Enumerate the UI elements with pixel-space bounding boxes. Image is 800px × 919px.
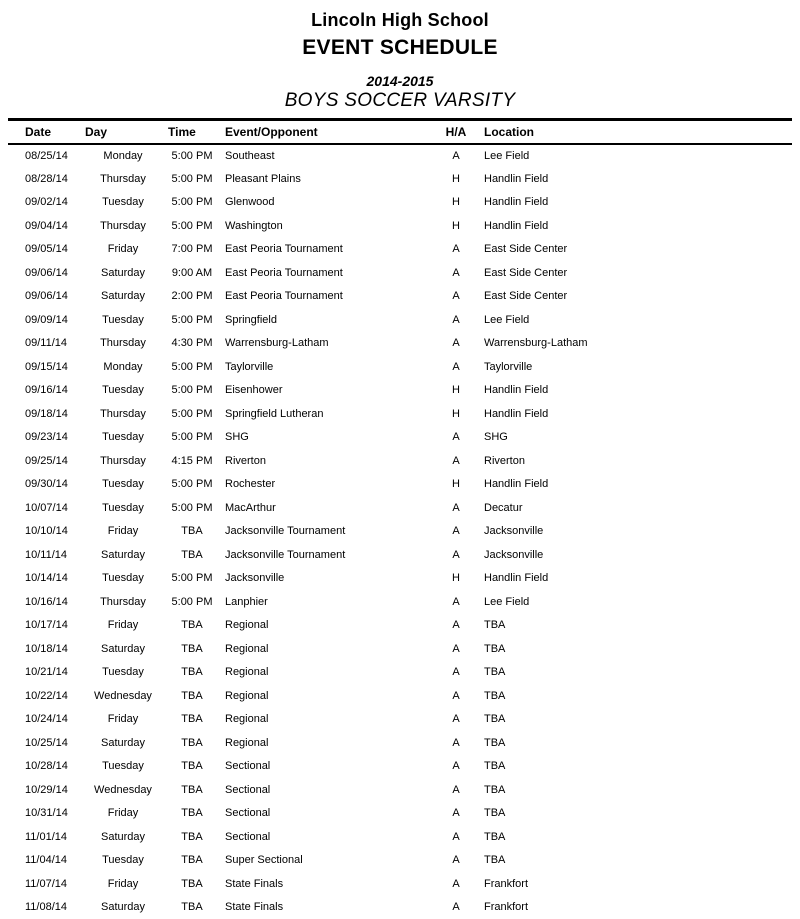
cell-event: Rochester <box>221 473 441 497</box>
cell-date: 10/07/14 <box>8 496 83 520</box>
cell-day: Saturday <box>83 896 163 919</box>
table-row <box>8 238 792 262</box>
cell-date: 10/29/14 <box>8 778 83 802</box>
cell-event: Sectional <box>221 778 441 802</box>
cell-event: State Finals <box>221 872 441 896</box>
cell-ha: A <box>441 285 471 309</box>
cell-event: Eisenhower <box>221 379 441 403</box>
cell-location: Handlin Field <box>471 191 792 215</box>
cell-date: 09/05/14 <box>8 238 83 262</box>
cell-day: Tuesday <box>83 191 163 215</box>
cell-ha: A <box>441 896 471 919</box>
cell-location: Handlin Field <box>471 567 792 591</box>
cell-ha: A <box>441 661 471 685</box>
cell-location: East Side Center <box>471 261 792 285</box>
cell-day: Tuesday <box>83 661 163 685</box>
cell-ha: H <box>441 167 471 191</box>
cell-event: Glenwood <box>221 191 441 215</box>
cell-ha: A <box>441 355 471 379</box>
cell-date: 09/15/14 <box>8 355 83 379</box>
page-title: EVENT SCHEDULE <box>0 36 800 60</box>
cell-event: Riverton <box>221 449 441 473</box>
cell-day: Friday <box>83 238 163 262</box>
cell-location: TBA <box>471 755 792 779</box>
cell-event: Regional <box>221 708 441 732</box>
cell-date: 09/18/14 <box>8 402 83 426</box>
table-row <box>8 261 792 285</box>
cell-day: Tuesday <box>83 755 163 779</box>
cell-day: Friday <box>83 520 163 544</box>
cell-day: Tuesday <box>83 426 163 450</box>
cell-location: Taylorville <box>471 355 792 379</box>
cell-time: 5:00 PM <box>163 308 221 332</box>
cell-event: East Peoria Tournament <box>221 261 441 285</box>
cell-day: Saturday <box>83 825 163 849</box>
cell-ha: H <box>441 567 471 591</box>
cell-event: Sectional <box>221 802 441 826</box>
cell-time: TBA <box>163 872 221 896</box>
cell-time: 5:00 PM <box>163 191 221 215</box>
cell-time: 5:00 PM <box>163 144 221 168</box>
cell-event: SHG <box>221 426 441 450</box>
cell-location: TBA <box>471 825 792 849</box>
cell-location: Handlin Field <box>471 379 792 403</box>
cell-event: Regional <box>221 684 441 708</box>
cell-date: 09/02/14 <box>8 191 83 215</box>
cell-location: Jacksonville <box>471 520 792 544</box>
team-name: BOYS SOCCER VARSITY <box>0 90 800 112</box>
cell-event: East Peoria Tournament <box>221 285 441 309</box>
cell-location: Lee Field <box>471 308 792 332</box>
cell-ha: A <box>441 520 471 544</box>
cell-time: TBA <box>163 731 221 755</box>
cell-ha: A <box>441 825 471 849</box>
cell-date: 10/22/14 <box>8 684 83 708</box>
cell-time: TBA <box>163 543 221 567</box>
cell-date: 09/11/14 <box>8 332 83 356</box>
cell-event: Warrensburg-Latham <box>221 332 441 356</box>
column-header-ha: H/A <box>441 120 471 144</box>
cell-day: Monday <box>83 355 163 379</box>
cell-day: Monday <box>83 144 163 168</box>
cell-date: 09/04/14 <box>8 214 83 238</box>
cell-date: 10/25/14 <box>8 731 83 755</box>
table-row <box>8 731 792 755</box>
cell-day: Saturday <box>83 637 163 661</box>
cell-day: Thursday <box>83 590 163 614</box>
cell-event: Sectional <box>221 825 441 849</box>
cell-ha: H <box>441 214 471 238</box>
cell-time: 4:15 PM <box>163 449 221 473</box>
table-row <box>8 802 792 826</box>
cell-event: State Finals <box>221 896 441 919</box>
table-row <box>8 167 792 191</box>
cell-date: 10/17/14 <box>8 614 83 638</box>
cell-event: Sectional <box>221 755 441 779</box>
cell-day: Tuesday <box>83 473 163 497</box>
table-row <box>8 543 792 567</box>
cell-day: Saturday <box>83 731 163 755</box>
cell-time: 2:00 PM <box>163 285 221 309</box>
cell-date: 09/30/14 <box>8 473 83 497</box>
cell-time: 4:30 PM <box>163 332 221 356</box>
cell-date: 10/21/14 <box>8 661 83 685</box>
cell-day: Friday <box>83 802 163 826</box>
cell-time: TBA <box>163 896 221 919</box>
cell-day: Thursday <box>83 449 163 473</box>
table-row <box>8 191 792 215</box>
cell-ha: A <box>441 708 471 732</box>
cell-date: 09/25/14 <box>8 449 83 473</box>
cell-day: Thursday <box>83 167 163 191</box>
cell-ha: H <box>441 402 471 426</box>
cell-time: TBA <box>163 637 221 661</box>
cell-ha: A <box>441 144 471 168</box>
column-header-time: Time <box>163 120 221 144</box>
column-header-date: Date <box>8 120 83 144</box>
table-row <box>8 379 792 403</box>
cell-date: 10/14/14 <box>8 567 83 591</box>
cell-date: 11/08/14 <box>8 896 83 919</box>
table-row <box>8 661 792 685</box>
cell-ha: A <box>441 872 471 896</box>
table-row <box>8 755 792 779</box>
cell-event: Pleasant Plains <box>221 167 441 191</box>
page-header <box>0 0 800 112</box>
cell-date: 09/23/14 <box>8 426 83 450</box>
cell-location: Warrensburg-Latham <box>471 332 792 356</box>
cell-day: Thursday <box>83 214 163 238</box>
cell-time: TBA <box>163 802 221 826</box>
cell-time: 5:00 PM <box>163 567 221 591</box>
cell-location: TBA <box>471 802 792 826</box>
cell-ha: A <box>441 684 471 708</box>
table-row <box>8 402 792 426</box>
table-row <box>8 449 792 473</box>
table-row <box>8 567 792 591</box>
table-row <box>8 496 792 520</box>
cell-ha: A <box>441 778 471 802</box>
cell-time: 5:00 PM <box>163 214 221 238</box>
cell-date: 09/09/14 <box>8 308 83 332</box>
cell-date: 09/06/14 <box>8 261 83 285</box>
cell-day: Tuesday <box>83 567 163 591</box>
table-row <box>8 332 792 356</box>
schedule-table <box>8 118 792 919</box>
cell-ha: A <box>441 308 471 332</box>
cell-event: Jacksonville Tournament <box>221 520 441 544</box>
cell-date: 10/18/14 <box>8 637 83 661</box>
cell-time: 5:00 PM <box>163 426 221 450</box>
cell-ha: A <box>441 238 471 262</box>
cell-date: 10/31/14 <box>8 802 83 826</box>
cell-time: 9:00 AM <box>163 261 221 285</box>
table-row <box>8 637 792 661</box>
cell-location: TBA <box>471 614 792 638</box>
table-row <box>8 825 792 849</box>
cell-ha: H <box>441 379 471 403</box>
table-row <box>8 285 792 309</box>
cell-ha: A <box>441 731 471 755</box>
cell-location: TBA <box>471 661 792 685</box>
cell-event: Regional <box>221 614 441 638</box>
cell-day: Saturday <box>83 285 163 309</box>
column-header-event: Event/Opponent <box>221 120 441 144</box>
cell-event: Regional <box>221 661 441 685</box>
cell-ha: A <box>441 426 471 450</box>
cell-event: Springfield Lutheran <box>221 402 441 426</box>
cell-day: Wednesday <box>83 684 163 708</box>
cell-event: MacArthur <box>221 496 441 520</box>
cell-day: Wednesday <box>83 778 163 802</box>
table-row <box>8 144 792 168</box>
cell-day: Thursday <box>83 332 163 356</box>
cell-date: 10/16/14 <box>8 590 83 614</box>
cell-location: Handlin Field <box>471 473 792 497</box>
table-row <box>8 872 792 896</box>
cell-time: 5:00 PM <box>163 167 221 191</box>
column-header-day: Day <box>83 120 163 144</box>
cell-ha: H <box>441 473 471 497</box>
table-row <box>8 473 792 497</box>
cell-date: 11/01/14 <box>8 825 83 849</box>
cell-location: Handlin Field <box>471 214 792 238</box>
cell-date: 10/28/14 <box>8 755 83 779</box>
cell-event: Regional <box>221 637 441 661</box>
cell-day: Tuesday <box>83 849 163 873</box>
cell-day: Friday <box>83 872 163 896</box>
cell-date: 10/24/14 <box>8 708 83 732</box>
cell-location: TBA <box>471 684 792 708</box>
cell-date: 11/07/14 <box>8 872 83 896</box>
cell-time: TBA <box>163 778 221 802</box>
table-row <box>8 778 792 802</box>
cell-date: 09/06/14 <box>8 285 83 309</box>
cell-location: Handlin Field <box>471 167 792 191</box>
table-row <box>8 520 792 544</box>
cell-ha: A <box>441 261 471 285</box>
cell-event: Lanphier <box>221 590 441 614</box>
school-name: Lincoln High School <box>0 10 800 31</box>
cell-location: Handlin Field <box>471 402 792 426</box>
cell-location: TBA <box>471 778 792 802</box>
table-row <box>8 896 792 919</box>
cell-location: Frankfort <box>471 896 792 919</box>
cell-event: East Peoria Tournament <box>221 238 441 262</box>
cell-location: East Side Center <box>471 238 792 262</box>
cell-time: TBA <box>163 520 221 544</box>
cell-day: Saturday <box>83 261 163 285</box>
table-row <box>8 708 792 732</box>
cell-ha: A <box>441 449 471 473</box>
cell-day: Friday <box>83 708 163 732</box>
cell-location: TBA <box>471 637 792 661</box>
cell-location: Lee Field <box>471 590 792 614</box>
table-row <box>8 355 792 379</box>
cell-time: TBA <box>163 825 221 849</box>
cell-time: TBA <box>163 849 221 873</box>
table-header-row <box>8 120 792 144</box>
cell-location: TBA <box>471 849 792 873</box>
cell-time: 5:00 PM <box>163 473 221 497</box>
cell-time: TBA <box>163 708 221 732</box>
cell-location: TBA <box>471 708 792 732</box>
cell-time: TBA <box>163 684 221 708</box>
cell-day: Tuesday <box>83 496 163 520</box>
season-label: 2014-2015 <box>0 73 800 89</box>
cell-event: Jacksonville Tournament <box>221 543 441 567</box>
cell-time: 5:00 PM <box>163 402 221 426</box>
cell-location: Frankfort <box>471 872 792 896</box>
cell-date: 08/25/14 <box>8 144 83 168</box>
cell-location: Jacksonville <box>471 543 792 567</box>
column-header-location: Location <box>471 120 792 144</box>
cell-event: Regional <box>221 731 441 755</box>
table-row <box>8 684 792 708</box>
cell-event: Super Sectional <box>221 849 441 873</box>
table-row <box>8 214 792 238</box>
cell-ha: H <box>441 191 471 215</box>
cell-date: 10/11/14 <box>8 543 83 567</box>
cell-day: Saturday <box>83 543 163 567</box>
cell-time: 7:00 PM <box>163 238 221 262</box>
cell-day: Thursday <box>83 402 163 426</box>
cell-location: SHG <box>471 426 792 450</box>
cell-time: TBA <box>163 661 221 685</box>
cell-event: Springfield <box>221 308 441 332</box>
table-row <box>8 426 792 450</box>
cell-ha: A <box>441 614 471 638</box>
cell-day: Tuesday <box>83 308 163 332</box>
cell-date: 09/16/14 <box>8 379 83 403</box>
cell-location: Decatur <box>471 496 792 520</box>
cell-location: TBA <box>471 731 792 755</box>
cell-ha: A <box>441 637 471 661</box>
table-row <box>8 849 792 873</box>
table-row <box>8 590 792 614</box>
cell-day: Tuesday <box>83 379 163 403</box>
cell-time: TBA <box>163 614 221 638</box>
table-row <box>8 614 792 638</box>
schedule-table-body <box>8 144 792 919</box>
cell-time: 5:00 PM <box>163 379 221 403</box>
cell-event: Southeast <box>221 144 441 168</box>
cell-ha: A <box>441 849 471 873</box>
cell-date: 08/28/14 <box>8 167 83 191</box>
cell-date: 10/10/14 <box>8 520 83 544</box>
cell-ha: A <box>441 543 471 567</box>
cell-event: Taylorville <box>221 355 441 379</box>
cell-ha: A <box>441 802 471 826</box>
cell-day: Friday <box>83 614 163 638</box>
cell-date: 11/04/14 <box>8 849 83 873</box>
cell-time: TBA <box>163 755 221 779</box>
cell-ha: A <box>441 590 471 614</box>
cell-location: Lee Field <box>471 144 792 168</box>
cell-location: Riverton <box>471 449 792 473</box>
cell-event: Washington <box>221 214 441 238</box>
table-row <box>8 308 792 332</box>
cell-time: 5:00 PM <box>163 496 221 520</box>
cell-location: East Side Center <box>471 285 792 309</box>
cell-ha: A <box>441 496 471 520</box>
cell-ha: A <box>441 332 471 356</box>
cell-event: Jacksonville <box>221 567 441 591</box>
cell-time: 5:00 PM <box>163 590 221 614</box>
cell-ha: A <box>441 755 471 779</box>
cell-time: 5:00 PM <box>163 355 221 379</box>
